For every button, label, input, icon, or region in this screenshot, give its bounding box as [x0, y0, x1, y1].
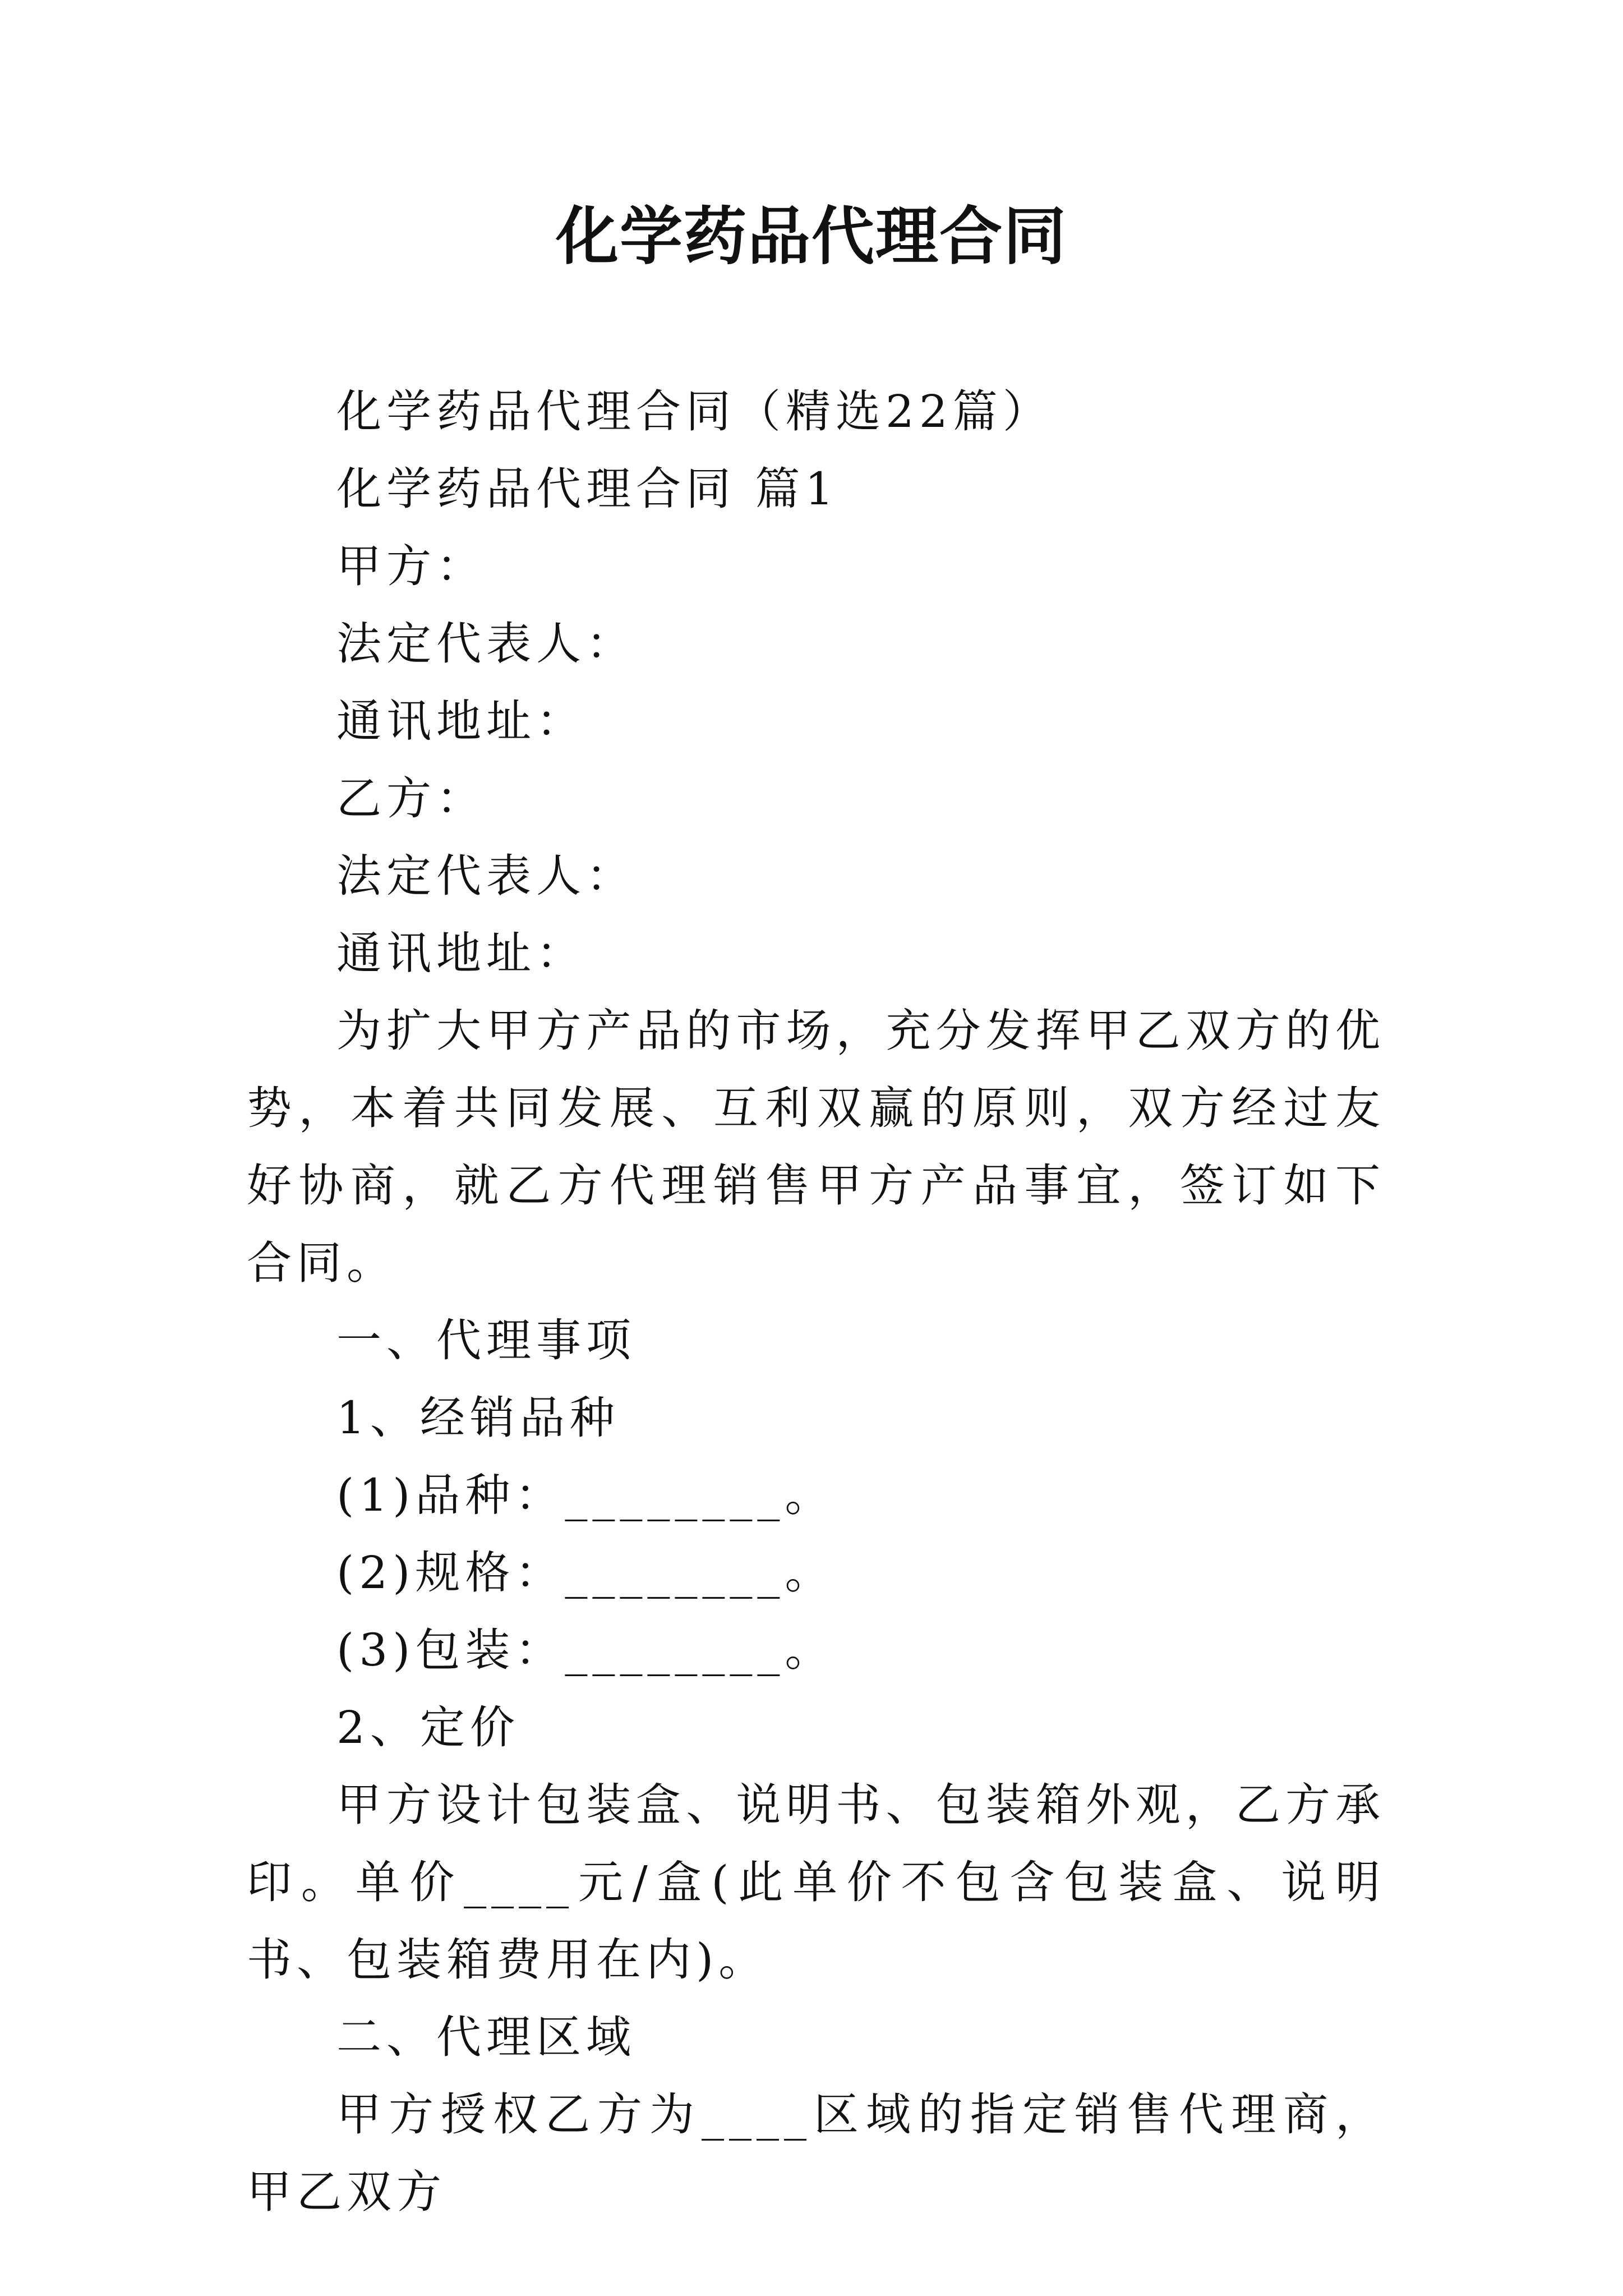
- paragraph-variety: (1)品种：________。: [336, 1469, 835, 1521]
- paragraph-packaging: (3)包装：________。: [336, 1624, 835, 1676]
- paragraph-clause-1-heading: 一、代理事项: [336, 1314, 636, 1366]
- paragraph-party-b-representative: 法定代表人：: [336, 850, 636, 902]
- paragraph-party-a: 甲方：: [336, 540, 486, 592]
- paragraph-item-2: 2、定价: [336, 1701, 520, 1754]
- document-title: 化学药品代理合同: [556, 200, 1067, 273]
- paragraph-party-b-address: 通讯地址：: [336, 927, 586, 979]
- paragraph-section-heading: 化学药品代理合同 篇1: [336, 463, 839, 515]
- paragraph-intro: 为扩大甲方产品的市场，充分发挥甲乙双方的优势，本着共同发展、互利双赢的原则，双方经过友好协商，就乙方代理销售甲方产品事宜，签订如下合同。: [247, 1005, 1385, 1289]
- paragraph-party-b: 乙方：: [336, 772, 486, 825]
- paragraph-region: 甲方授权乙方为____区域的指定销售代理商，甲乙双方: [247, 2088, 1385, 2218]
- paragraph-item-1: 1、经销品种: [336, 1392, 620, 1444]
- paragraph-pricing: 甲方设计包装盒、说明书、包装箱外观，乙方承印。单价____元/盒(此单价不包含包装盒、说明书、包装箱费用在内)。: [247, 1779, 1385, 1986]
- paragraph-party-a-address: 通讯地址：: [336, 695, 586, 747]
- paragraph-specification: (2)规格：________。: [336, 1547, 835, 1599]
- paragraph-party-a-representative: 法定代表人：: [336, 618, 636, 670]
- document-body: [247, 373, 1385, 2231]
- paragraph-clause-2-heading: 二、代理区域: [336, 2011, 636, 2063]
- paragraph-subtitle: 化学药品代理合同（精选22篇）: [336, 385, 1053, 438]
